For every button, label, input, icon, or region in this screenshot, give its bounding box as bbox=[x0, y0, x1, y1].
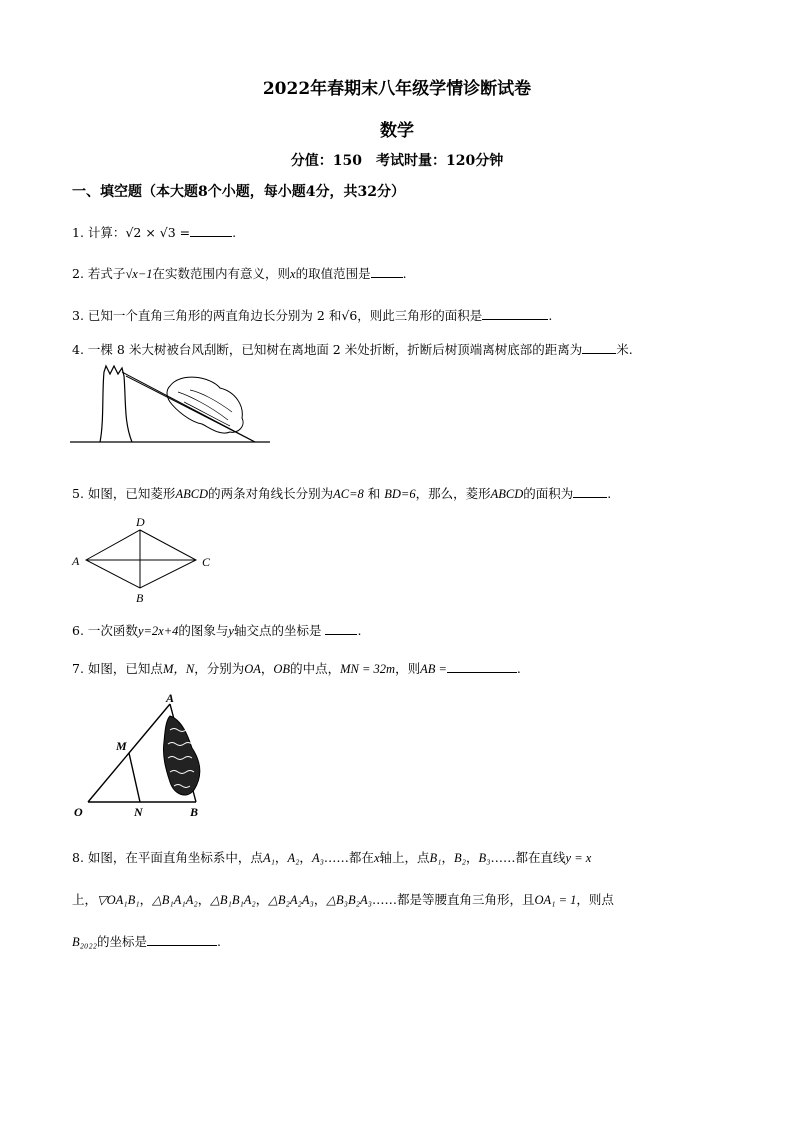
label-o: O bbox=[74, 805, 83, 819]
subject-title: 数学 bbox=[380, 121, 414, 141]
page-title: 2022年春期末八年级学情诊断试卷 bbox=[262, 79, 532, 99]
question-2: 2. 若式子√x−1在实数范围内有意义，则x的取值范围是 . bbox=[72, 266, 407, 281]
answer-blank-5[interactable] bbox=[573, 485, 607, 498]
question-1: 1. 计算：√2 × √3 = . bbox=[72, 225, 237, 240]
label-a: A bbox=[166, 691, 175, 705]
label-a: A bbox=[72, 554, 80, 568]
answer-blank-7[interactable] bbox=[447, 660, 517, 673]
question-3: 3. 已知一个直角三角形的两直角边长分别为 2 和√6，则此三角形的面积是 . bbox=[72, 308, 553, 323]
label-b: B bbox=[190, 805, 199, 819]
question-6: 6. 一次函数y=2x+4的图象与y轴交点的坐标是 . bbox=[72, 623, 362, 638]
question-4: 4. 一棵 8 米大树被台风刮断，已知树在离地面 2 米处折断，折断后树顶端离树底部的距离为 米. bbox=[72, 342, 633, 357]
section-heading: 一、填空题（本大题8个小题，每小题4分，共32分） bbox=[72, 184, 405, 200]
triangle-pond-figure bbox=[70, 690, 230, 820]
tree-figure bbox=[70, 362, 275, 450]
answer-blank-1[interactable] bbox=[190, 224, 232, 237]
label-c: C bbox=[202, 555, 211, 569]
label-m: M bbox=[116, 739, 127, 753]
question-8-line-1: 8. 如图，在平面直角坐标系中，点A₁，A₂，A₃……都在x轴上，点B₁，B₂，B₃……都在直线y = x bbox=[72, 850, 592, 865]
question-7: 7. 如图，已知点M，N，分别为OA，OB的中点，MN = 32m，则AB = . bbox=[72, 661, 521, 676]
label-b: B bbox=[136, 591, 144, 605]
q3-expression: √6 bbox=[341, 308, 358, 323]
answer-blank-3[interactable] bbox=[482, 307, 548, 320]
rhombus-figure bbox=[70, 512, 220, 608]
label-n: N bbox=[134, 805, 143, 819]
answer-blank-8[interactable] bbox=[147, 933, 217, 946]
question-5: 5. 如图，已知菱形ABCD的两条对角线长分别为AC=8 和 BD=6，那么，菱形ABCD的面积为 . bbox=[72, 486, 612, 501]
q1-expression: √2 × √3 = bbox=[125, 225, 191, 240]
label-d: D bbox=[136, 515, 145, 529]
question-8-line-3: B₂₀₂₂的坐标是 . bbox=[72, 934, 222, 949]
answer-blank-6[interactable] bbox=[325, 622, 357, 635]
exam-meta: 分值：150 考试时量：120分钟 bbox=[290, 153, 504, 169]
question-8-line-2: 上，▽OA₁B₁，△B₁A₁A₂，△B₁B₁A₂，△B₂A₂A₃，△B₃B₂A₃……都是等腰直角三角形，且OA₁ = 1，则点 bbox=[72, 892, 614, 907]
answer-blank-2[interactable] bbox=[371, 265, 403, 278]
q2-expression: √x−1 bbox=[125, 267, 153, 281]
answer-blank-4[interactable] bbox=[582, 341, 616, 354]
